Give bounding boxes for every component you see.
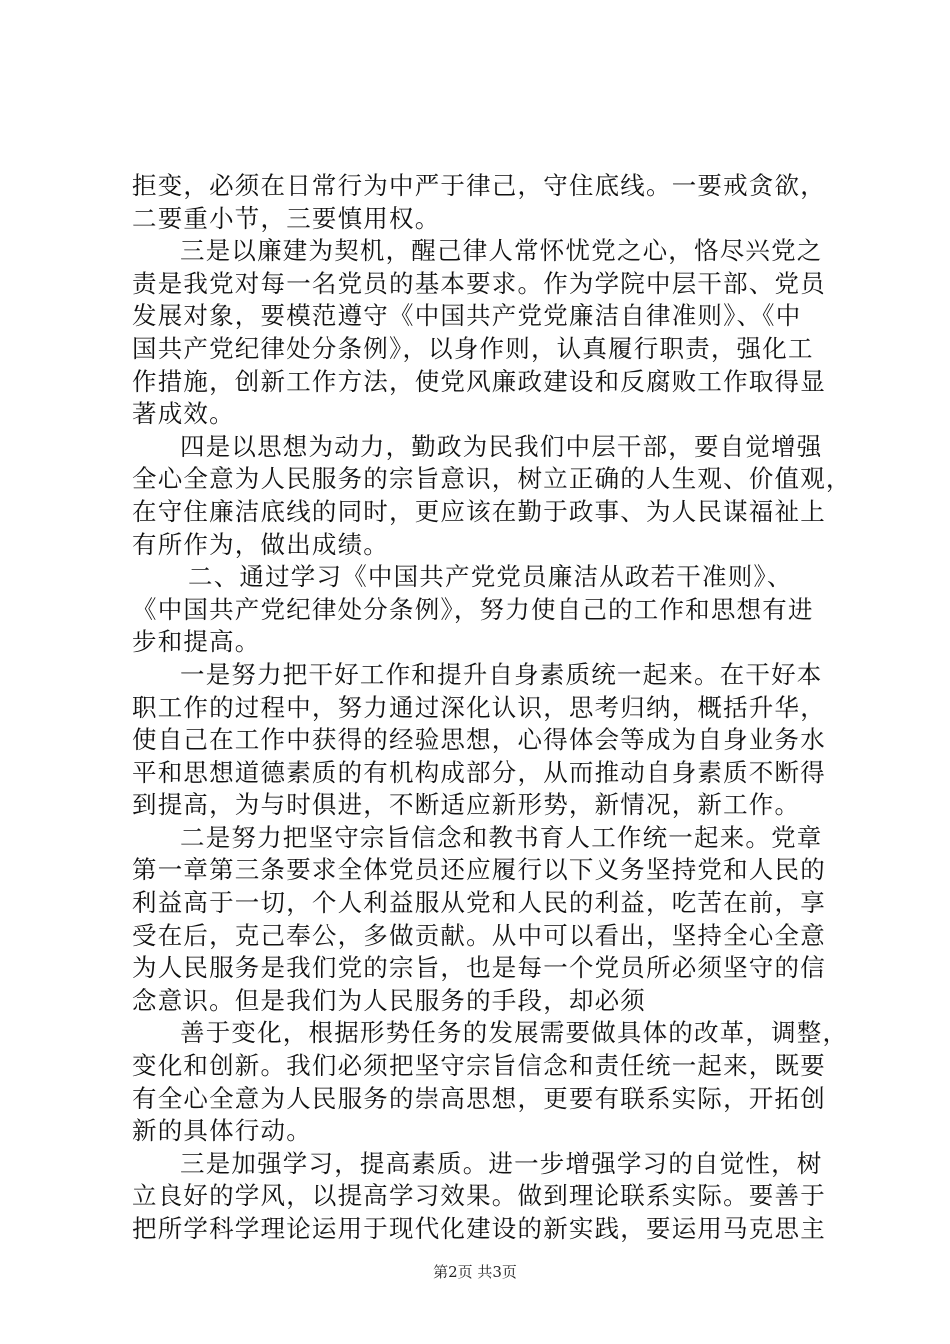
document-body xyxy=(132,170,852,1246)
text-line: 到提高，为与时俱进，不断适应新形势，新情况，新工作。 xyxy=(132,790,801,820)
text-line: 拒变，必须在日常行为中严于律己，守住底线。一要戒贪欲， xyxy=(132,171,826,200)
text-line: 发展对象，要模范遵守《中国共产党党廉洁自律准则》、《中 xyxy=(132,301,802,331)
text-line: 《中国共产党纪律处分条例》，努力使自己的工作和思想有进 xyxy=(132,594,814,624)
text-line: 一是努力把干好工作和提升自身素质统一起来。在干好本 xyxy=(180,659,823,689)
text-line: 二、通过学习《中国共产党党员廉洁从政若干准则》、 xyxy=(188,562,793,592)
text-line: 职工作的过程中，努力通过深化认识，思考归纳，概括升华， xyxy=(132,692,826,722)
text-line: 著成效。 xyxy=(132,399,235,429)
text-line: 三是加强学习，提高素质。进一步增强学习的自觉性，树 xyxy=(180,1148,823,1178)
text-line: 二要重小节，三要慎用权。 xyxy=(132,203,441,233)
text-line: 二是努力把坚守宗旨信念和教书育人工作统一起来。党章 xyxy=(180,822,823,852)
text-line: 变化和创新。我们必须把坚守宗旨信念和责任统一起来，既要 xyxy=(132,1051,826,1081)
text-line: 三是以廉建为契机，醒己律人常怀忧党之心，恪尽兴党之 xyxy=(180,236,823,266)
text-line: 念意识。但是我们为人民服务的手段，却必须 xyxy=(132,985,646,1015)
text-line: 善于变化，根据形势任务的发展需要做具体的改革，调整， xyxy=(180,1018,849,1048)
text-line: 为人民服务是我们党的宗旨，也是每一个党员所必须坚守的信 xyxy=(132,953,826,983)
text-line: 把所学科学理论运用于现代化建设的新实践，要运用马克思主 xyxy=(132,1214,826,1243)
text-line: 责是我党对每一名党员的基本要求。作为学院中层干部、党员 xyxy=(132,268,826,298)
text-line: 国共产党纪律处分条例》，以身作则，认真履行职责，强化工 xyxy=(132,333,814,363)
text-line: 立良好的学风，以提高学习效果。做到理论联系实际。要善于 xyxy=(132,1181,826,1211)
text-line: 新的具体行动。 xyxy=(132,1116,312,1146)
text-line: 平和思想道德素质的有机构成部分，从而推动自身素质不断得 xyxy=(132,757,826,787)
page-footer: 第2页 共3页 xyxy=(433,1263,517,1281)
text-line: 有全心全意为人民服务的崇高思想，更要有联系实际，开拓创 xyxy=(132,1083,826,1113)
text-line: 全心全意为人民服务的宗旨意识，树立正确的人生观、价值观， xyxy=(132,464,852,494)
text-line: 使自己在工作中获得的经验思想，心得体会等成为自身业务水 xyxy=(132,725,826,755)
text-line: 受在后，克己奉公，多做贡献。从中可以看出，坚持全心全意 xyxy=(132,920,826,950)
text-line: 步和提高。 xyxy=(132,627,261,657)
text-line: 第一章第三条要求全体党员还应履行以下义务坚持党和人民的 xyxy=(132,855,826,885)
text-line: 利益高于一切，个人利益服从党和人民的利益，吃苦在前，享 xyxy=(132,888,826,918)
text-line: 在守住廉洁底线的同时，更应该在勤于政事、为人民谋福祉上 xyxy=(132,496,826,526)
text-line: 作措施，创新工作方法，使党风廉政建设和反腐败工作取得显 xyxy=(132,366,826,396)
text-line: 有所作为，做出成绩。 xyxy=(132,529,389,559)
text-line: 四是以思想为动力，勤政为民我们中层干部，要自觉增强 xyxy=(180,431,823,461)
